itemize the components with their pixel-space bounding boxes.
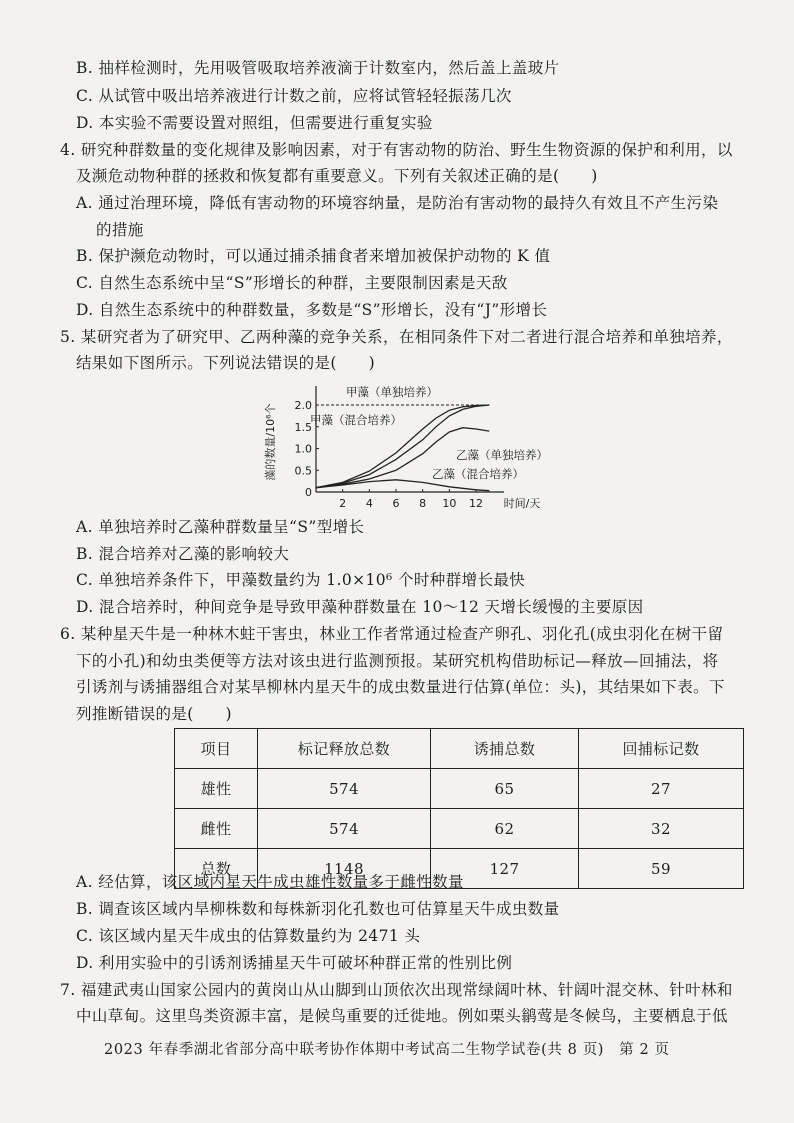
y-tick-label: 1.0 <box>294 442 312 456</box>
option-4d: D. 自然生态系统中的种群数量，多数是“S”形增长，没有“J”形增长 <box>76 301 548 319</box>
mark-recapture-table <box>174 728 744 889</box>
x-tick-label: 8 <box>419 497 427 510</box>
table-cell: 62 <box>431 809 579 849</box>
table-row <box>175 769 744 809</box>
x-axis-label: 时间/天 <box>503 497 541 510</box>
question-6-stem-cont-3: 列推断错误的是( ) <box>76 705 232 723</box>
series-label-1: 甲藻（混合培养） <box>310 413 402 427</box>
table-header-cell: 标记释放总数 <box>258 729 431 769</box>
question-7-stem: 7. 福建武夷山国家公园内的黄岗山从山脚到山顶依次出现常绿阔叶林、针阔叶混交林、针叶林和 <box>60 981 733 999</box>
option-3b: B. 抽样检测时，先用吸管吸取培养液滴于计数室内，然后盖上盖玻片 <box>76 59 560 77</box>
option-5a: A. 单独培养时乙藻种群数量呈“S”型增长 <box>76 518 365 536</box>
table-header-cell: 项目 <box>175 729 258 769</box>
option-4c: C. 自然生态系统中呈“S”形增长的种群，主要限制因素是天敌 <box>76 274 508 292</box>
question-5-stem-cont: 结果如下图所示。下列说法错误的是( ) <box>76 354 376 372</box>
table-row <box>175 809 744 849</box>
option-3c: C. 从试管中吸出培养液进行计数之前，应将试管轻轻振荡几次 <box>76 87 512 105</box>
chart-plot-area <box>263 385 548 510</box>
series-line-3 <box>316 480 489 491</box>
y-axis-label: 藻的数量/10⁶个 <box>264 403 277 481</box>
table-cell: 65 <box>431 769 579 809</box>
question-4-stem: 4. 研究种群数量的变化规律及影响因素，对于有害动物的防治、野生生物资源的保护和利用，以 <box>60 141 733 159</box>
question-4-stem-cont: 及濒危动物种群的拯救和恢复都有重要意义。下列有关叙述正确的是( ) <box>76 167 598 185</box>
table-cell: 574 <box>258 809 431 849</box>
table-cell: 1148 <box>258 849 431 889</box>
option-4b: B. 保护濒危动物时，可以通过捕杀捕食者来增加被保护动物的 K 值 <box>76 247 551 265</box>
option-6c: C. 该区域内星天牛成虫的估算数量约为 2471 头 <box>76 927 421 945</box>
option-6d: D. 利用实验中的引诱剂诱捕星天牛可破坏种群正常的性别比例 <box>76 954 513 972</box>
option-3d: D. 本实验不需要设置对照组，但需要进行重复实验 <box>76 114 433 132</box>
x-tick-label: 6 <box>392 497 400 510</box>
question-5-stem: 5. 某研究者为了研究甲、乙两种藻的竞争关系，在相同条件下对二者进行混合培养和单独培养， <box>60 328 733 346</box>
table-cell: 总数 <box>175 849 258 889</box>
question-6-stem-cont-2: 引诱剂与诱捕器组合对某旱柳林内星天牛的成虫数量进行估算(单位：头)，其结果如下表。下 <box>76 678 725 696</box>
question-7-stem-cont: 中山草甸。这里鸟类资源丰富，是候鸟重要的迁徙地。例如栗头鹟莺是冬候鸟，主要栖息于低 <box>76 1007 728 1025</box>
y-tick-label: 2.0 <box>294 399 312 413</box>
option-6b: B. 调查该区域内旱柳株数和每株新羽化孔数也可估算星天牛成虫数量 <box>76 900 560 918</box>
series-label-2: 乙藻（单独培养） <box>456 448 548 462</box>
option-5d: D. 混合培养时，种间竞争是导致甲藻种群数量在 10～12 天增长缓慢的主要原因 <box>76 598 644 616</box>
table-cell: 雌性 <box>175 809 258 849</box>
question-6-stem: 6. 某种星天牛是一种林木蛀干害虫，林业工作者常通过检查产卵孔、羽化孔(成虫羽化在树干留 <box>60 625 724 643</box>
table-cell: 32 <box>579 809 744 849</box>
question-6-stem-cont-1: 下的小孔)和幼虫类便等方法对该虫进行监测预报。某研究机构借助标记—释放—回捕法，将 <box>76 652 719 670</box>
table-cell: 574 <box>258 769 431 809</box>
table-header-cell: 诱捕总数 <box>431 729 579 769</box>
series-label-3: 乙藻（混合培养） <box>432 467 524 481</box>
table-header-cell: 回捕标记数 <box>579 729 744 769</box>
x-tick-label: 12 <box>469 497 483 510</box>
table-header-row <box>175 729 744 769</box>
y-tick-label: 0.5 <box>294 464 312 478</box>
table-cell: 127 <box>431 849 579 889</box>
x-tick-label: 4 <box>365 497 373 510</box>
option-5c: C. 单独培养条件下，甲藻数量约为 1.0×10⁶ 个时种群增长最快 <box>76 571 526 589</box>
x-tick-label: 2 <box>339 497 347 510</box>
series-label-0: 甲藻（单独培养） <box>346 385 438 399</box>
table-cell: 59 <box>579 849 744 889</box>
page-footer: 2023 年春季湖北省部分高中联考协作体期中考试高二生物学试卷(共 8 页) 第 2 页 <box>104 1042 670 1058</box>
y-tick-label: 1.5 <box>294 420 312 434</box>
algae-growth-chart <box>260 378 550 520</box>
x-tick-label: 10 <box>442 497 457 510</box>
y-tick-label: 0 <box>305 486 312 499</box>
option-5b: B. 混合培养对乙藻的影响较大 <box>76 545 290 563</box>
option-6a: A. 经估算，该区域内星天牛成虫雄性数量多于雌性数量 <box>76 873 464 891</box>
option-4a: A. 通过治理环境，降低有害动物的环境容纳量，是防治有害动物的最持久有效且不产生污染 <box>76 194 719 212</box>
option-4a-cont: 的措施 <box>96 221 144 239</box>
table-cell: 雄性 <box>175 769 258 809</box>
table-cell: 27 <box>579 769 744 809</box>
